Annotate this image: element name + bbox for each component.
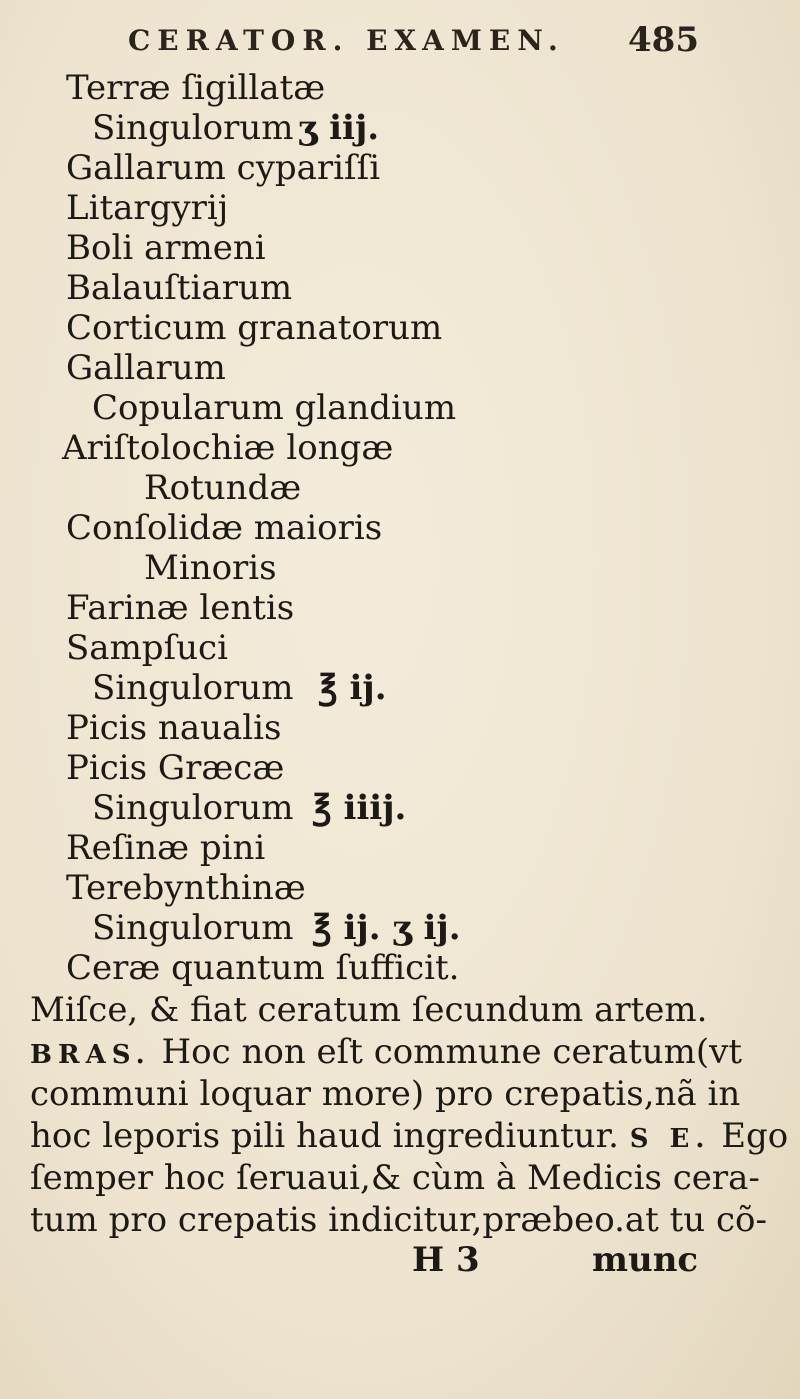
recipe-line: Sampſuci (66, 628, 228, 668)
recipe-dose: ʒ iij. (298, 108, 380, 148)
page-number: 485 (628, 20, 699, 60)
speaker-label: BRAS. (30, 1040, 151, 1070)
recipe-dose: ℥ ij. ʒ ij. (312, 908, 461, 948)
catchword: munc (592, 1240, 699, 1280)
recipe-line: Terebynthinæ (66, 868, 306, 908)
body-line: communi loquar more) pro crepatis,nã in (30, 1074, 741, 1114)
recipe-line: Singulorum (92, 668, 294, 708)
body-line (30, 1032, 742, 1072)
running-head: CERATOR. EXAMEN. (128, 24, 565, 57)
recipe-line: Reſinæ pini (66, 828, 266, 868)
recipe-line: Boli armeni (66, 228, 266, 268)
recipe-line: Ariſtolochiæ longæ (62, 428, 394, 468)
recipe-line: Picis Græcæ (66, 748, 285, 788)
recipe-line: Farinæ lentis (66, 588, 295, 628)
recipe-line: Corticum granatorum (66, 308, 443, 348)
body-line: Miſce, & fiat ceratum ſecundum artem. (30, 990, 708, 1030)
recipe-dose: ℥ iiij. (312, 788, 407, 828)
recipe-line: Gallarum cypariſſi (66, 148, 381, 188)
recipe-line: Singulorum (92, 788, 294, 828)
recipe-dose: ℥ ij. (318, 668, 387, 708)
speaker-label: S E. (629, 1124, 711, 1154)
recipe-line: Ceræ quantum ſufficit. (66, 948, 460, 988)
signature-mark: H 3 (412, 1240, 480, 1280)
body-text: hoc leporis pili haud ingrediuntur. (30, 1116, 619, 1156)
recipe-line: Terræ ſigillatæ (66, 68, 326, 108)
recipe-line: Rotundæ (144, 468, 302, 508)
body-line: ſemper hoc ſeruaui,& cùm à Medicis cera- (30, 1158, 760, 1198)
recipe-line: Picis naualis (66, 708, 282, 748)
recipe-line: Gallarum (66, 348, 226, 388)
body-line (30, 1116, 788, 1156)
recipe-line: Singulorum (92, 908, 294, 948)
recipe-line: Copularum glandium (92, 388, 457, 428)
body-text: Ego (721, 1116, 789, 1156)
body-text: Hoc non eſt commune ceratum(vt (161, 1032, 743, 1072)
recipe-line: Litargyrij (66, 188, 229, 228)
page-header (0, 18, 800, 68)
body-line: tum pro crepatis indicitur,præbeo.at tu cõ- (30, 1200, 768, 1240)
recipe-line: Balauſtiarum (66, 268, 293, 308)
recipe-line: Minoris (144, 548, 277, 588)
recipe-line: Singulorum (92, 108, 294, 148)
recipe-line: Conſolidæ maioris (66, 508, 383, 548)
